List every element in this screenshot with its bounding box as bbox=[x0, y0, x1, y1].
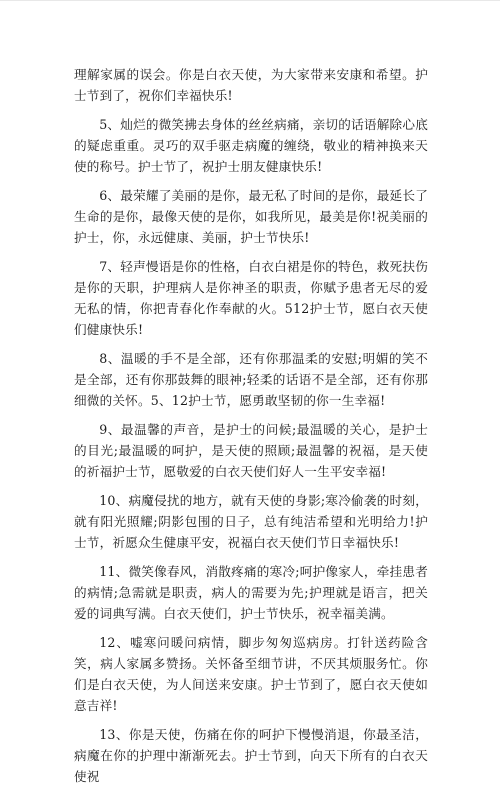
paragraph: 5、灿烂的微笑拂去身体的丝丝病痛，亲切的话语解除心底的疑虑重重。灵巧的双手驱走病魔的缠绕，敬业的精神换来天使的称号。护士节了，祝护士朋友健康快乐! bbox=[74, 117, 428, 174]
paragraph: 13、你是天使，伤痛在你的呵护下慢慢消退，你最圣洁，病魔在你的护理中渐渐死去。护士节到，向天下所有的白衣天使祝 bbox=[74, 727, 428, 784]
paragraph: 理解家属的误会。你是白衣天使，为大家带来安康和希望。护士节到了，祝你们幸福快乐! bbox=[74, 67, 428, 103]
paragraph: 11、微笑像春风，消散疼痛的寒冷;呵护像家人，牵挂患者的病情;急需就是职责，病人的需要为先;护理就是语言，把关爱的词典写满。白衣天使们，护士节快乐，祝幸福美满。 bbox=[74, 564, 428, 621]
paragraph: 8、温暖的手不是全部，还有你那温柔的安慰;明媚的笑不是全部，还有你那鼓舞的眼神;轻柔的话语不是全部，还有你那细微的关怀。5、12护士节，愿勇敢坚韧的你一生幸福! bbox=[74, 351, 428, 408]
paragraph: 12、嘘寒问暖问病情，脚步匆匆巡病房。打针送药险含笑，病人家属多赞扬。关怀备至细节讲，不厌其烦服务忙。你们是白衣天使，为人间送来安康。护士节到了，愿白衣天使如意吉祥! bbox=[74, 635, 428, 713]
paragraph: 9、最温馨的声音，是护士的问候;最温暖的关心，是护士的目光;最温暖的呵护，是天使的照顾;最温馨的祝福，是天使的祈福护士节，愿敬爱的白衣天使们好人一生平安幸福! bbox=[74, 422, 428, 479]
paragraph: 7、轻声慢语是你的性格，白衣白裙是你的特色，救死扶伤是你的天职，护理病人是你神圣的职责，你赋予患者无尽的爱无私的情，你把青春化作奉献的火。512护士节，愿白衣天使们健康快乐! bbox=[74, 259, 428, 337]
paragraph: 6、最荣耀了美丽的是你，最无私了时间的是你，最延长了生命的是你，最像天使的是你，如我所见，最美是你!祝美丽的护士，你，永远健康、美丽，护士节快乐! bbox=[74, 188, 428, 245]
top-divider bbox=[0, 0, 500, 1]
document-body bbox=[74, 64, 428, 795]
paragraph: 10、病魔侵扰的地方，就有天使的身影;寒冷偷袭的时刻，就有阳光照耀;阴影包围的日子，总有纯洁希望和光明给力!护士节，祈愿众生健康平安，祝福白衣天使们节日幸福快乐! bbox=[74, 493, 428, 550]
